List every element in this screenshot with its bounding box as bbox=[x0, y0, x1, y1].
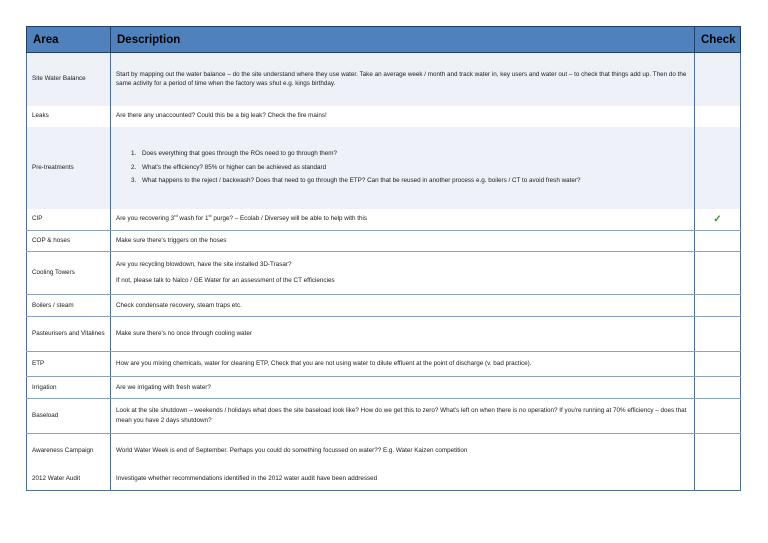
description-cell: Are you recycling blowdown, have the site installed 3D-Trasar? If not, please talk to Nalco / GE Water for an assessment of the CT efficiencies bbox=[111, 252, 695, 295]
water-checklist-document bbox=[26, 26, 740, 491]
table-row bbox=[27, 209, 741, 231]
check-cell[interactable] bbox=[695, 377, 741, 399]
description-cell: World Water Week is end of September. Perhaps you could do something focussed on water?? E.g. Water Kaizen competition bbox=[111, 434, 695, 469]
check-cell[interactable] bbox=[695, 399, 741, 434]
header-area: Area bbox=[27, 27, 111, 53]
description-cell: Look at the site shutdown – weekends / holidays what does the site baseload look like? How do we get this to zero? What's left on when there is no operation? If you're running at 70% efficiency – does that mean you have 2 days shutdown? bbox=[111, 399, 695, 434]
check-cell[interactable] bbox=[695, 295, 741, 317]
header-check: Check bbox=[695, 27, 741, 53]
area-cell: Site Water Balance bbox=[27, 53, 111, 106]
check-cell[interactable] bbox=[695, 127, 741, 209]
area-cell: Leaks bbox=[27, 106, 111, 127]
table-row bbox=[27, 53, 741, 106]
area-cell: Baseload bbox=[27, 399, 111, 434]
list-item: 2. What's the efficiency? 85% or higher can be achieved as standard bbox=[138, 163, 689, 173]
table-row bbox=[27, 317, 741, 352]
description-cell: Make sure there's no once through cooling water bbox=[111, 317, 695, 352]
check-cell[interactable] bbox=[695, 252, 741, 295]
check-cell[interactable] bbox=[695, 231, 741, 252]
table-row bbox=[27, 469, 741, 491]
description-cell bbox=[111, 127, 695, 209]
area-cell: Awareness Campaign bbox=[27, 434, 111, 469]
check-mark-icon: ✓ bbox=[713, 213, 722, 225]
list-item: 1. Does everything that goes through the ROs need to go through them? bbox=[138, 149, 689, 159]
description-cell: Are there any unaccounted? Could this be a big leak? Check the fire mains! bbox=[111, 106, 695, 127]
area-cell: COP & hoses bbox=[27, 231, 111, 252]
description-cell: How are you mixing chemicals, water for cleaning ETP, Check that you are not using water to dilute effluent at the point of discharge (v. bad practice). bbox=[111, 352, 695, 377]
area-cell: ETP bbox=[27, 352, 111, 377]
area-cell: CIP bbox=[27, 209, 111, 231]
area-cell: Cooling Towers bbox=[27, 252, 111, 295]
pretreatment-list bbox=[116, 149, 689, 186]
table-row bbox=[27, 377, 741, 399]
area-cell: Pasteurisers and Vitalines bbox=[27, 317, 111, 352]
table-row bbox=[27, 295, 741, 317]
area-cell: 2012 Water Audit bbox=[27, 469, 111, 491]
table-row bbox=[27, 106, 741, 127]
table-row bbox=[27, 399, 741, 434]
check-cell[interactable] bbox=[695, 53, 741, 106]
table-row bbox=[27, 352, 741, 377]
table-row bbox=[27, 434, 741, 469]
description-cell: Are we irrigating with fresh water? bbox=[111, 377, 695, 399]
check-cell[interactable] bbox=[695, 209, 741, 231]
header-description: Description bbox=[111, 27, 695, 53]
check-cell[interactable] bbox=[695, 317, 741, 352]
description-cell: Investigate whether recommendations identified in the 2012 water audit have been addressed bbox=[111, 469, 695, 491]
description-cell: Check condensate recovery, steam traps etc. bbox=[111, 295, 695, 317]
description-cell: Start by mapping out the water balance – do the site understand where they use water. Take an average week / month and track water in, key users and water out – to check that things add up. Then do the same activity for a period of time when the factory was shut e.g. kings birthday. bbox=[111, 53, 695, 106]
check-cell[interactable] bbox=[695, 106, 741, 127]
header-row bbox=[27, 27, 741, 53]
description-cell: Make sure there's triggers on the hoses bbox=[111, 231, 695, 252]
area-cell: Boilers / steam bbox=[27, 295, 111, 317]
check-cell[interactable] bbox=[695, 434, 741, 469]
area-cell: Pre-treatments bbox=[27, 127, 111, 209]
table-row bbox=[27, 231, 741, 252]
table-row bbox=[27, 127, 741, 209]
area-cell: Irrigation bbox=[27, 377, 111, 399]
table-row bbox=[27, 252, 741, 295]
check-cell[interactable] bbox=[695, 469, 741, 491]
checklist-table bbox=[26, 26, 741, 491]
check-cell[interactable] bbox=[695, 352, 741, 377]
list-item: 3. What happens to the reject / backwash? Does that need to go through the ETP? Can that be reused in another process e.g. boilers / CT to avoid fresh water? bbox=[138, 176, 689, 186]
description-cell: Are you recovering 3rd wash for 1st purge? – Ecolab / Diversey will be able to help with this bbox=[111, 209, 695, 231]
